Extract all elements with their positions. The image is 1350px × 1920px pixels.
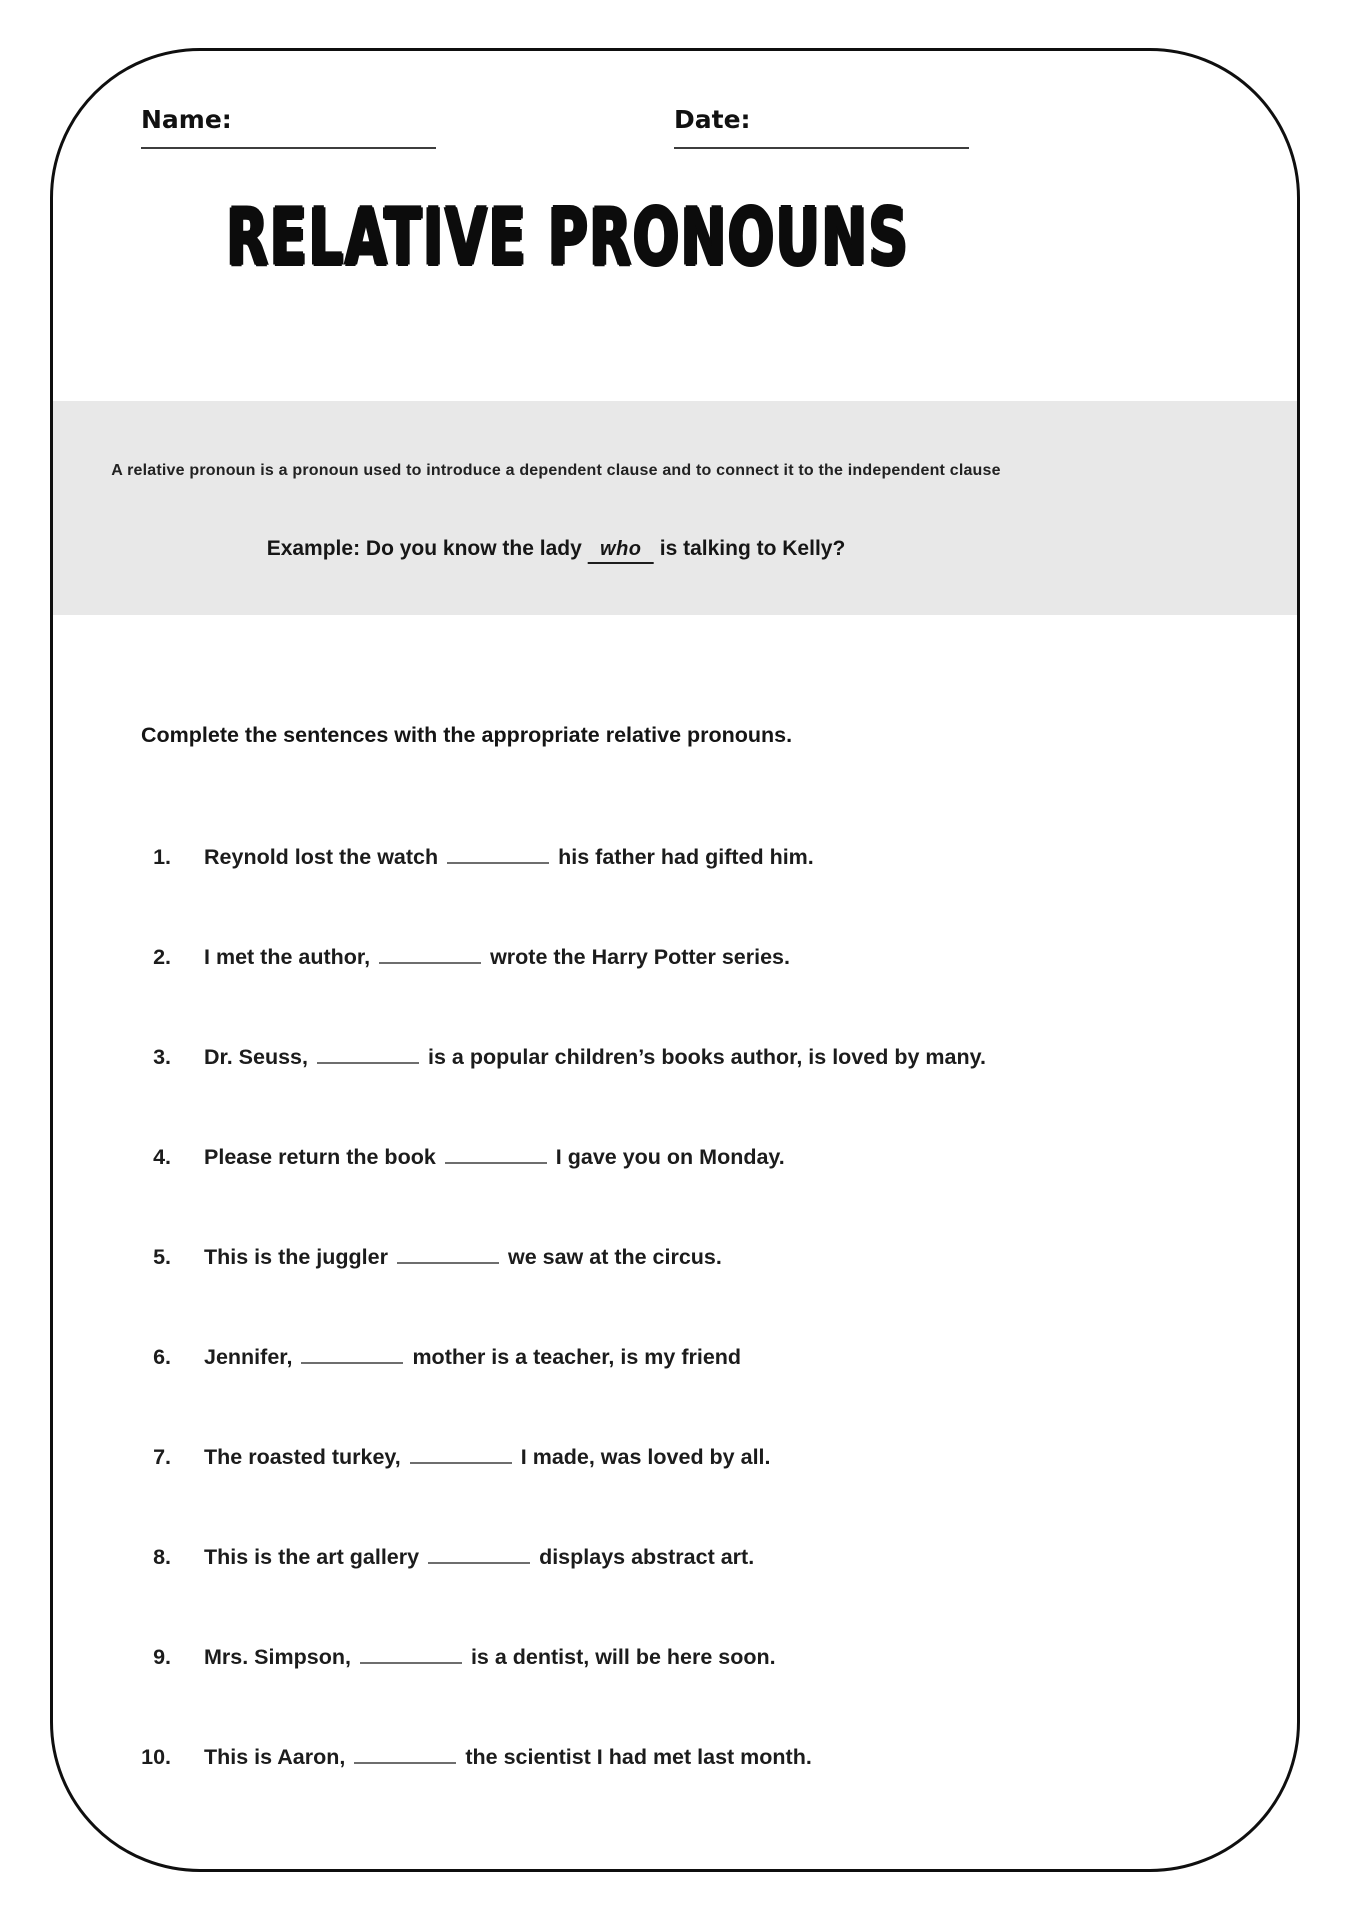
question-blank[interactable] [301, 1349, 403, 1364]
question-before: Reynold lost the watch [204, 845, 439, 869]
question-list [141, 843, 1221, 1843]
question-number: 5. [153, 1245, 171, 1269]
question-text [204, 1343, 741, 1372]
question-after: his father had gifted him. [558, 845, 814, 869]
question-row [141, 1743, 1221, 1772]
question-text [204, 843, 814, 872]
question-blank[interactable] [428, 1549, 530, 1564]
question-row [141, 843, 1221, 872]
worksheet-title: RELATIVE PRONOUNS [226, 193, 910, 284]
worksheet-page [50, 48, 1300, 1872]
question-before: This is the art gallery [204, 1545, 420, 1569]
question-blank[interactable] [397, 1249, 499, 1264]
name-label: Name: [141, 105, 232, 134]
question-after: we saw at the circus. [507, 1245, 722, 1269]
question-text [204, 1443, 771, 1472]
example-blank [588, 537, 654, 564]
question-row [141, 1543, 1221, 1572]
question-text [204, 943, 790, 972]
question-before: This is the juggler [204, 1245, 388, 1269]
question-number: 6. [153, 1345, 171, 1369]
date-field [674, 105, 969, 149]
question-before: This is Aaron, [204, 1745, 346, 1769]
question-row [141, 943, 1221, 972]
date-fill-line[interactable] [674, 147, 969, 149]
question-after: is a popular children’s books author, is loved by many. [427, 1045, 986, 1069]
question-after: mother is a teacher, is my friend [412, 1345, 742, 1369]
question-row [141, 1043, 1221, 1072]
question-number: 9. [153, 1645, 171, 1669]
question-blank[interactable] [447, 849, 549, 864]
definition-text: A relative pronoun is a pronoun used to introduce a dependent clause and to connect it to the independent clause [111, 462, 1001, 479]
question-after: I gave you on Monday. [555, 1145, 785, 1169]
name-fill-line[interactable] [141, 147, 436, 149]
question-before: Please return the book [204, 1145, 436, 1169]
question-blank[interactable] [317, 1049, 419, 1064]
example-prefix: Example: Do you know the lady [266, 537, 582, 560]
question-blank[interactable] [445, 1149, 547, 1164]
definition-box [53, 401, 1297, 615]
question-after: displays abstract art. [539, 1545, 755, 1569]
question-before: Dr. Seuss, [204, 1045, 308, 1069]
question-blank[interactable] [360, 1649, 462, 1664]
question-number: 1. [153, 845, 171, 869]
question-number: 8. [153, 1545, 171, 1569]
example-answer: who [600, 538, 642, 560]
question-number: 3. [153, 1045, 171, 1069]
name-field [141, 105, 436, 149]
question-before: Mrs. Simpson, [204, 1645, 351, 1669]
question-text [204, 1143, 785, 1172]
question-text [204, 1243, 722, 1272]
question-number: 10. [141, 1745, 171, 1769]
question-text [204, 1743, 812, 1772]
question-number: 7. [153, 1445, 171, 1469]
question-blank[interactable] [379, 949, 481, 964]
question-row [141, 1143, 1221, 1172]
question-blank[interactable] [354, 1749, 456, 1764]
example-line [267, 537, 846, 564]
question-number: 4. [153, 1145, 171, 1169]
question-before: Jennifer, [204, 1345, 293, 1369]
question-before: The roasted turkey, [204, 1445, 401, 1469]
example-suffix: is talking to Kelly? [659, 537, 846, 560]
question-blank[interactable] [410, 1449, 512, 1464]
date-label: Date: [674, 105, 751, 134]
question-row [141, 1243, 1221, 1272]
question-number: 2. [153, 945, 171, 969]
instruction-text: Complete the sentences with the appropriate relative pronouns. [141, 723, 793, 747]
question-text [204, 1643, 776, 1672]
question-after: I made, was loved by all. [520, 1445, 771, 1469]
question-after: wrote the Harry Potter series. [490, 945, 790, 969]
question-row [141, 1343, 1221, 1372]
title-wrap [141, 193, 971, 284]
question-text [204, 1543, 754, 1572]
question-text [204, 1043, 986, 1072]
question-row [141, 1643, 1221, 1672]
question-after: the scientist I had met last month. [465, 1745, 812, 1769]
question-after: is a dentist, will be here soon. [470, 1645, 776, 1669]
question-before: I met the author, [204, 945, 371, 969]
question-row [141, 1443, 1221, 1472]
